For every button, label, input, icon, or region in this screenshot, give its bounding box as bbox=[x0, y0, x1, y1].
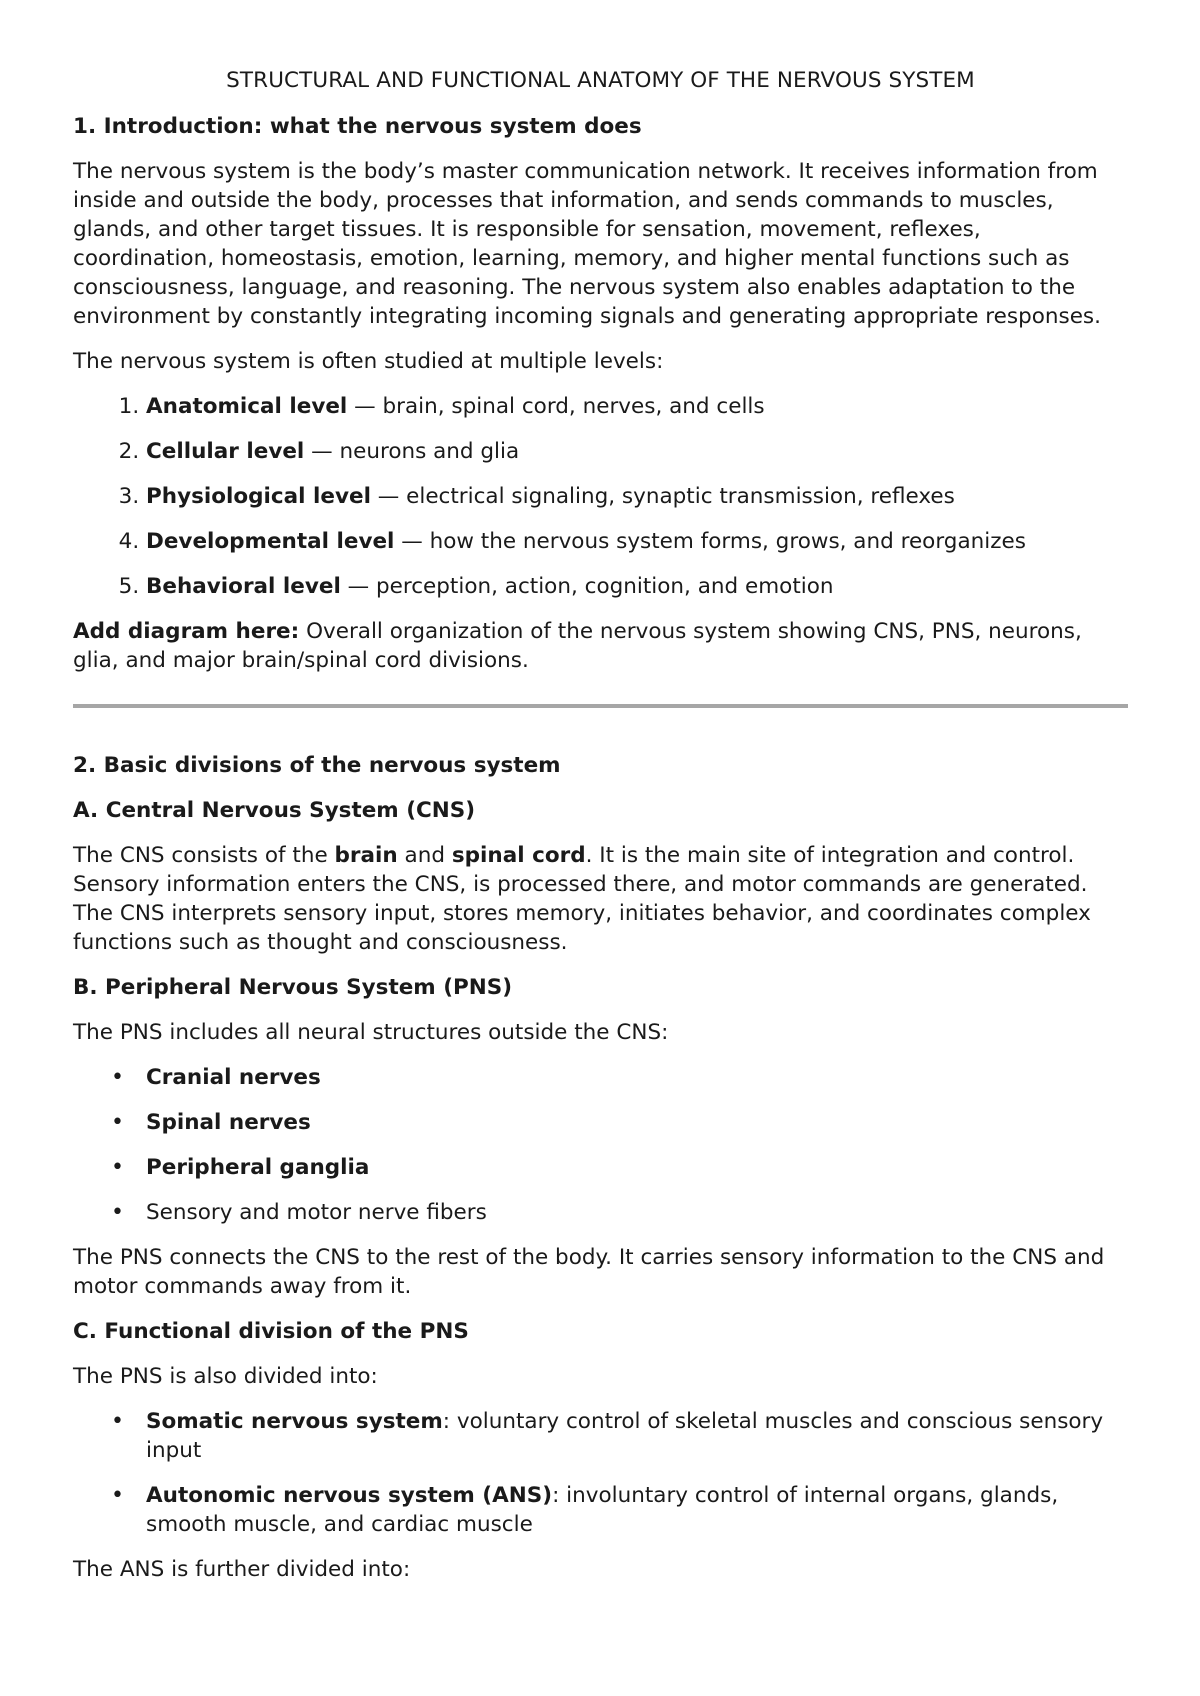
cns-heading: A. Central Nervous System (CNS) bbox=[73, 798, 476, 823]
list-item: • Cranial nerves bbox=[146, 1063, 1128, 1092]
section-divider bbox=[73, 704, 1128, 708]
list-item: • Autonomic nervous system (ANS): involuntary control of internal organs, glands, smooth muscle, and cardiac muscle bbox=[146, 1481, 1128, 1539]
functional-list bbox=[73, 1407, 1128, 1539]
pns-outro: The PNS connects the CNS to the rest of the body. It carries sensory information to the CNS and motor commands away from it. bbox=[73, 1245, 1105, 1299]
ans-intro: The ANS is further divided into: bbox=[73, 1557, 411, 1582]
cns-paragraph: The CNS consists of the brain and spinal cord. It is the main site of integration and control. Sensory information enters the CNS, is processed there, and motor commands are generated. The CNS interprets sensory input, stores memory, initiates behavior, and coordinates complex functions such as thought and consciousness. bbox=[73, 843, 1091, 955]
list-item: 5. Behavioral level — perception, action, cognition, and emotion bbox=[146, 572, 1128, 601]
list-item: 4. Developmental level — how the nervous system forms, grows, and reorganizes bbox=[146, 527, 1128, 556]
functional-intro: The PNS is also divided into: bbox=[73, 1364, 378, 1389]
list-item: • Peripheral ganglia bbox=[146, 1153, 1128, 1182]
list-item: 1. Anatomical level — brain, spinal cord, nerves, and cells bbox=[146, 392, 1128, 421]
document-title: STRUCTURAL AND FUNCTIONAL ANATOMY OF THE NERVOUS SYSTEM bbox=[226, 68, 975, 93]
list-item: 3. Physiological level — electrical signaling, synaptic transmission, reflexes bbox=[146, 482, 1128, 511]
diagram-label: Add diagram here: bbox=[73, 619, 300, 644]
pns-list bbox=[73, 1063, 1128, 1227]
list-item: • Somatic nervous system: voluntary control of skeletal muscles and conscious sensory input bbox=[146, 1407, 1128, 1465]
section-2-heading: 2. Basic divisions of the nervous system bbox=[73, 753, 561, 778]
levels-intro: The nervous system is often studied at multiple levels: bbox=[73, 349, 664, 374]
levels-list bbox=[73, 392, 1128, 601]
list-item: 2. Cellular level — neurons and glia bbox=[146, 437, 1128, 466]
list-item: • Spinal nerves bbox=[146, 1108, 1128, 1137]
pns-heading: B. Peripheral Nervous System (PNS) bbox=[73, 975, 513, 1000]
list-item: • Sensory and motor nerve fibers bbox=[146, 1198, 1128, 1227]
diagram-note: Add diagram here: Overall organization of the nervous system showing CNS, PNS, neurons, glia, and major brain/spinal cord divisions. bbox=[73, 619, 1082, 673]
section-1-heading: 1. Introduction: what the nervous system does bbox=[73, 114, 642, 139]
functional-heading: C. Functional division of the PNS bbox=[73, 1319, 469, 1344]
pns-intro: The PNS includes all neural structures outside the CNS: bbox=[73, 1020, 669, 1045]
intro-paragraph: The nervous system is the body’s master communication network. It receives information from inside and outside the body, processes that information, and sends commands to muscles, glands, and other target tissues. It is responsible for sensation, movement, reflexes, coordination, homeostasis, emotion, learning, memory, and higher mental functions such as consciousness, language, and reasoning. The nervous system also enables adaptation to the environment by constantly integrating incoming signals and generating appropriate responses. bbox=[73, 159, 1101, 329]
